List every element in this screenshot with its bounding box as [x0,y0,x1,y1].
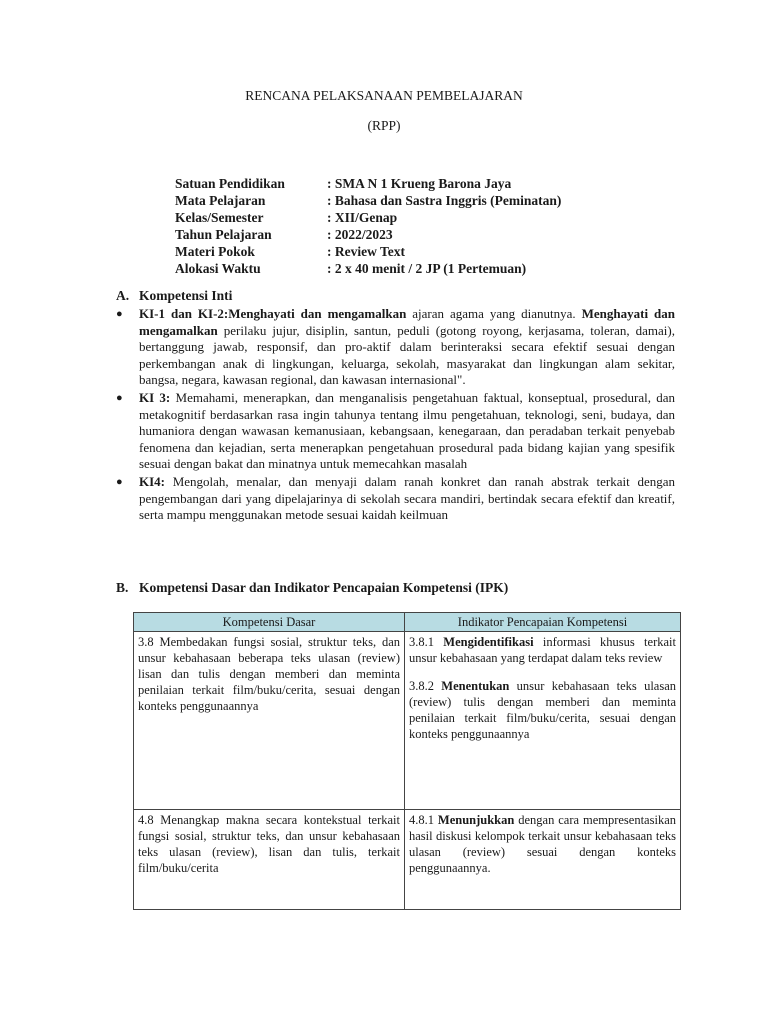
list-item [116,474,675,524]
info-row [175,243,561,260]
section-a-heading [116,288,232,304]
section-title: Kompetensi Dasar dan Indikator Pencapaian Kompetensi (IPK) [139,580,509,595]
section-letter: B. [116,580,129,595]
section-title: Kompetensi Inti [139,288,233,303]
info-label: Mata Pelajaran [175,193,266,208]
info-row [175,209,561,226]
column-header: Kompetensi Dasar [134,613,405,632]
bullet-icon: ● [116,391,123,404]
column-header: Indikator Pencapaian Kompetensi [405,613,681,632]
list-item [116,390,675,473]
kompetensi-inti-list [116,306,675,525]
info-row [175,226,561,243]
info-value: : SMA N 1 Krueng Barona Jaya [327,176,512,191]
ki-text: KI-1 dan KI-2:Menghayati dan mengamalkan ajaran agama yang dianutnya. Menghayati dan mengamalkan perilaku jujur, disiplin, santun, peduli (gotong royong, kerjasama, toleran, damai), bertanggung jawab, responsif, dan pro-aktif dalam berinteraksi secara efektif sesuai dengan perkembangan anak di lingkungan, keluarga, sekolah, masyarakat dan lingkungan alam sekitar, bangsa, negara, kawasan regional, dan kawasan internasional". [139,306,675,388]
identity-block [175,175,561,277]
info-value: : 2022/2023 [327,227,393,242]
kd-ipk-table [133,612,681,910]
info-value: : Bahasa dan Sastra Inggris (Peminatan) [327,193,562,208]
list-item [116,306,675,389]
table-row [134,810,681,910]
info-label: Alokasi Waktu [175,261,261,276]
table-cell [405,632,681,810]
document-subtitle: (RPP) [367,118,401,133]
ki-text: KI 3: Memahami, menerapkan, dan menganalisis pengetahuan faktual, konseptual, prosedural, dan metakognitif berdasarkan rasa ingin tahunya tentang ilmu pengetahuan, teknologi, seni, budaya, dan humaniora dengan wawasan kemanusiaan, kebangsaan, kenegaraan, dan peradaban terkait penyebab fenomena dan kejadian, serta menerapkan pengetahuan prosedural pada bidang kajian yang spesifik sesuai dengan bakat dan minatnya untuk memecahkan masalah [139,389,675,472]
info-value: : XII/Genap [327,210,398,225]
indicator-item: 4.8.1 Menunjukkan dengan cara mempresentasikan hasil diskusi kelompok terkait unsur kebahasaan teks ulasan (review) sesuai dengan konteks penggunaannya. [409,813,676,875]
info-label: Materi Pokok [175,244,255,259]
bullet-icon: ● [116,308,123,320]
info-value: : 2 x 40 menit / 2 JP (1 Pertemuan) [327,261,527,276]
info-row [175,175,561,192]
document-title: RENCANA PELAKSANAAN PEMBELAJARAN [245,88,523,103]
section-letter: A. [116,288,130,303]
info-label: Kelas/Semester [175,210,264,225]
table-header-row [134,613,681,632]
section-b-heading [116,580,508,596]
bullet-icon: ● [116,475,123,488]
table-cell: 3.8 Membedakan fungsi sosial, struktur teks, dan unsur kebahasaan beberapa teks ulasan (review) lisan dan tulis dengan memberi dan meminta penilaian terkait film/buku/cerita, sesuai dengan konteks penggunaannya [134,632,405,810]
info-row [175,260,561,277]
indicator-item: 3.8.2 Menentukan unsur kebahasaan teks ulasan (review) tulis dengan memberi dan meminta penilaian terkait film/buku/cerita, sesuai dengan konteks penggunaannya [409,679,677,741]
ki-text: KI4: Mengolah, menalar, dan menyaji dalam ranah konkret dan ranah abstrak terkait dengan pengembangan dari yang dipelajarinya di sekolah secara mandiri, bertindak secara efektif dan kreatif, serta mampu menggunakan metode sesuai kaidah keilmuan [139,473,675,523]
indicator-item: 3.8.1 Mengidentifikasi informasi khusus terkait unsur kebahasaan yang terdapat dalam teks review [409,635,676,665]
info-label: Tahun Pelajaran [175,227,272,242]
info-value: : Review Text [327,244,405,259]
table-cell: 4.8 Menangkap makna secara kontekstual terkait fungsi sosial, struktur teks, dan unsur kebahasaan teks ulasan (review), lisan dan tulis, terkait film/buku/cerita [134,810,405,910]
info-row [175,192,561,209]
table-cell [405,810,681,910]
info-label: Satuan Pendidikan [175,176,285,191]
table-row [134,632,681,810]
